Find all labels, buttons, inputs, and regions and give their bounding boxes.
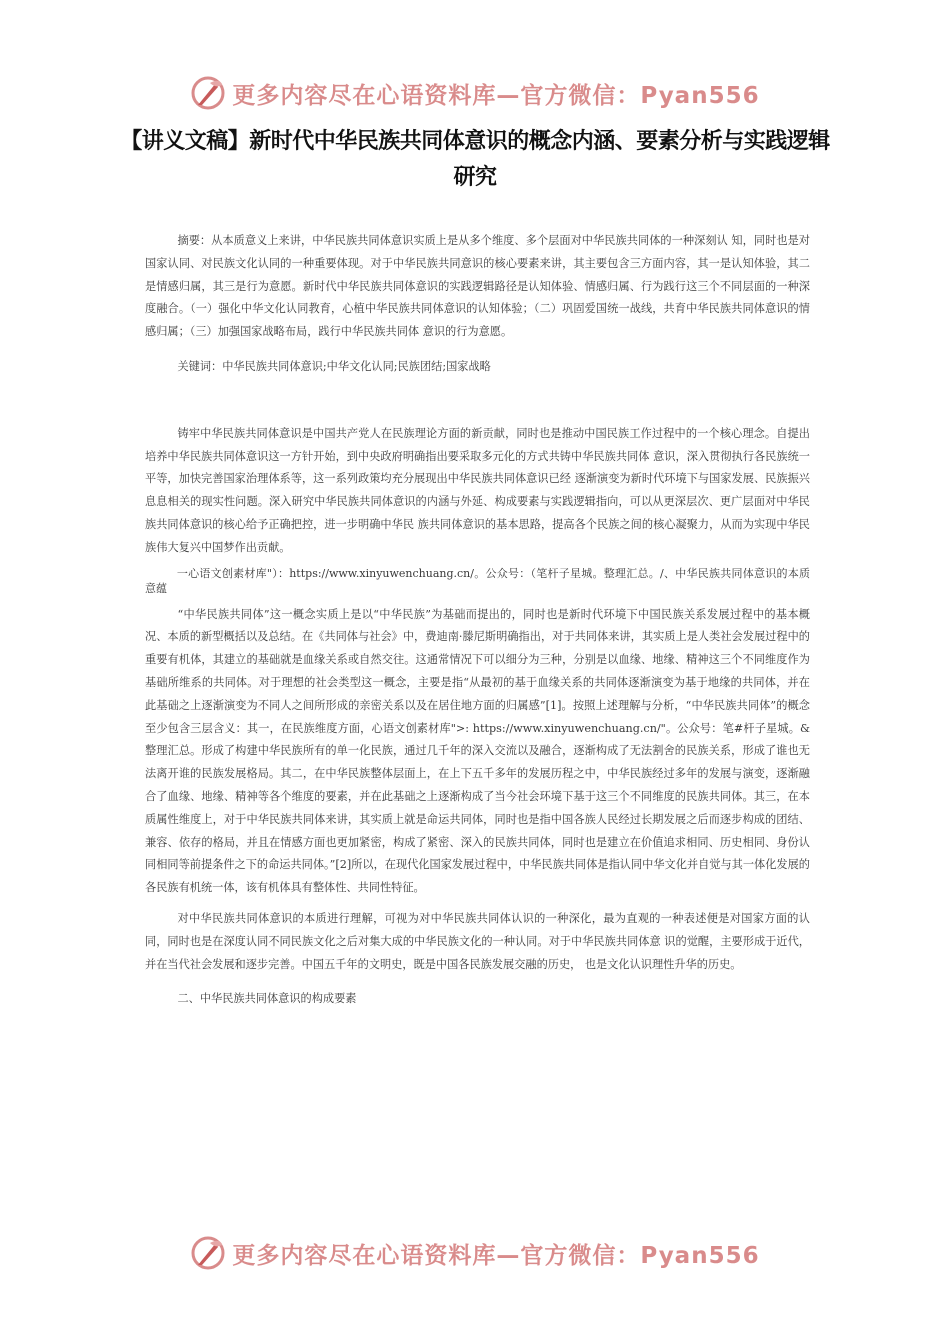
watermark-text: 更多内容尽在心语资料库—官方微信：Pyan556 — [232, 82, 760, 109]
quill-logo-icon — [190, 75, 226, 111]
section-2-heading: 二、中华民族共同体意识的构成要素 — [177, 992, 357, 1006]
source-line: 一心语文创素材库"）：https://www.xinyuwenchuang.cn/。公众号：（笔杆子星城。整理汇总。/、中华民族共同体意识的本质意蕴 — [145, 566, 810, 595]
body-paragraph-1: “中华民族共同体”这一概念实质上是以“中华民族”为基础而提出的，同时也是新时代环境下中国民族关系发展过程中的基本概况、本质的新型概括以及总结。在《共同体与社会》中，费迪南·滕尼斯明确指出，对于共同体来讲，其实质上是人类社会发展过程中的重要有机体，其建立的基础就是血缘关系或自然交往。这通常情况下可以细分为三种，分别是以血缘、地缘、精神这三个不同维度作为基础所维系的共同体。对于理想的社会类型这一概念，主要是指“从最初的基于血缘关系的共同体逐渐演变为基于地缘的共同体，并在此基础之上逐渐演变为不同人之间所形成的亲密关系以及在居住地方面的归属感”[1]。按照上述理解与分析，“中华民族共同体”的概念至少包含三层含义：其一，在民族维度方面，心语文创素材库">: https://www.xinyuwenchuang.cn/"。公众号：笔#杆子星城。&整理汇总。形成了构建中华民族所有的单一化民族，通过几千年的深入交流以及融合，逐渐构成了无法割舍的民族关系，形成了谁也无法离开谁的民族发展格局。其二，在中华民族整体层面上，在上下五千多年的发展历程之中，中华民族经过多年的发展与演变，逐渐融合了血缘、地缘、精神等各个维度的要素，并在此基础之上逐渐构成了当今社会环境下基于这三个不同维度的民族共同体。其三，在本质属性维度上，对于中华民族共同体来讲，其实质上就是命运共同体，同时也是指中国各族人民经过长期发展之后而逐步构成的团结、兼容、依存的格局，并且在情感方面也更加紧密，构成了紧密、深入的民族共同体，同时也是建立在价值追求相同、历史相同、身份认同相同等前提条件之下的命运共同体。”[2]所以，在现代化国家发展过程中，中华民族共同体是指认同中华文化并自觉与其一体化发展的各民族有机统一体，该有机体具有整体性、共同性特征。 — [145, 607, 810, 895]
quill-logo-icon — [190, 1235, 226, 1271]
footer-watermark-banner — [0, 1230, 950, 1276]
keywords-line: 关键词：中华民族共同体意识;中华文化认同;民族团结;国家战略 — [177, 359, 491, 373]
intro-paragraph: 铸牢中华民族共同体意识是中国共产党人在民族理论方面的新贡献，同时也是推动中国民族工作过程中的一个核心理念。自提出培养中华民族共同体意识这一方针开始，到中央政府明确指出要采取多元化的方式共铸中华民族共同体 意识，深入贯彻执行各民族统一平等，加快完善国家治理体系等，这一系列政策均充分展现出中华民族共同体意识已经 逐渐演变为新时代环境下与国家发展、民族振兴息息相关的现实性问题。深入研究中华民族共同体意识的内涵与外延、构成要素与实践逻辑指向，可以从更深层次、更广层面对中华民族共同体意识的核心给予正确把控，进一步明确中华民 族共同体意识的基本思路，提高各个民族之间的核心凝聚力，从而为实现中华民族伟大复兴中国梦作出贡献。 — [145, 426, 810, 554]
abstract-paragraph: 摘要：从本质意义上来讲，中华民族共同体意识实质上是从多个维度、多个层面对中华民族共同体的一种深刻认 知，同时也是对国家认同、对民族文化认同的一种重要体现。对于中华民族共同意识的核心要素来讲，其主要包含三方面内容，其一是认知体验，其二是情感归属，其三是行为意愿。新时代中华民族共同体意识的实践逻辑路径是认知体验、情感归属、行为践行这三个不同层面的一种深度融合。（一）强化中华文化认同教育，心植中华民族共同体意识的认知体验；（二）巩固爱国统一战线，共育中华民族共同体意识的情感归属；（三）加强国家战略布局，践行中华民族共同体 意识的行为意愿。 — [145, 234, 810, 339]
document-title: 【讲义文稿】新时代中华民族共同体意识的概念内涵、要素分析与实践逻辑研究 — [120, 129, 830, 190]
document-body — [145, 230, 810, 1011]
watermark-text: 更多内容尽在心语资料库—官方微信：Pyan556 — [232, 1242, 760, 1269]
header-watermark-banner — [0, 70, 950, 116]
body-paragraph-2: 对中华民族共同体意识的本质进行理解，可视为对中华民族共同体认识的一种深化，最为直观的一种表述便是对国家方面的认同，同时也是在深度认同不同民族文化之后对集大成的中华民族文化的一种认同。对于中华民族共同体意 识的觉醒，主要形成于近代，并在当代社会发展和逐步完善。中国五千年的文明史，既是中国各民族发展交融的历史， 也是文化认识理性升华的历史。 — [145, 911, 810, 971]
